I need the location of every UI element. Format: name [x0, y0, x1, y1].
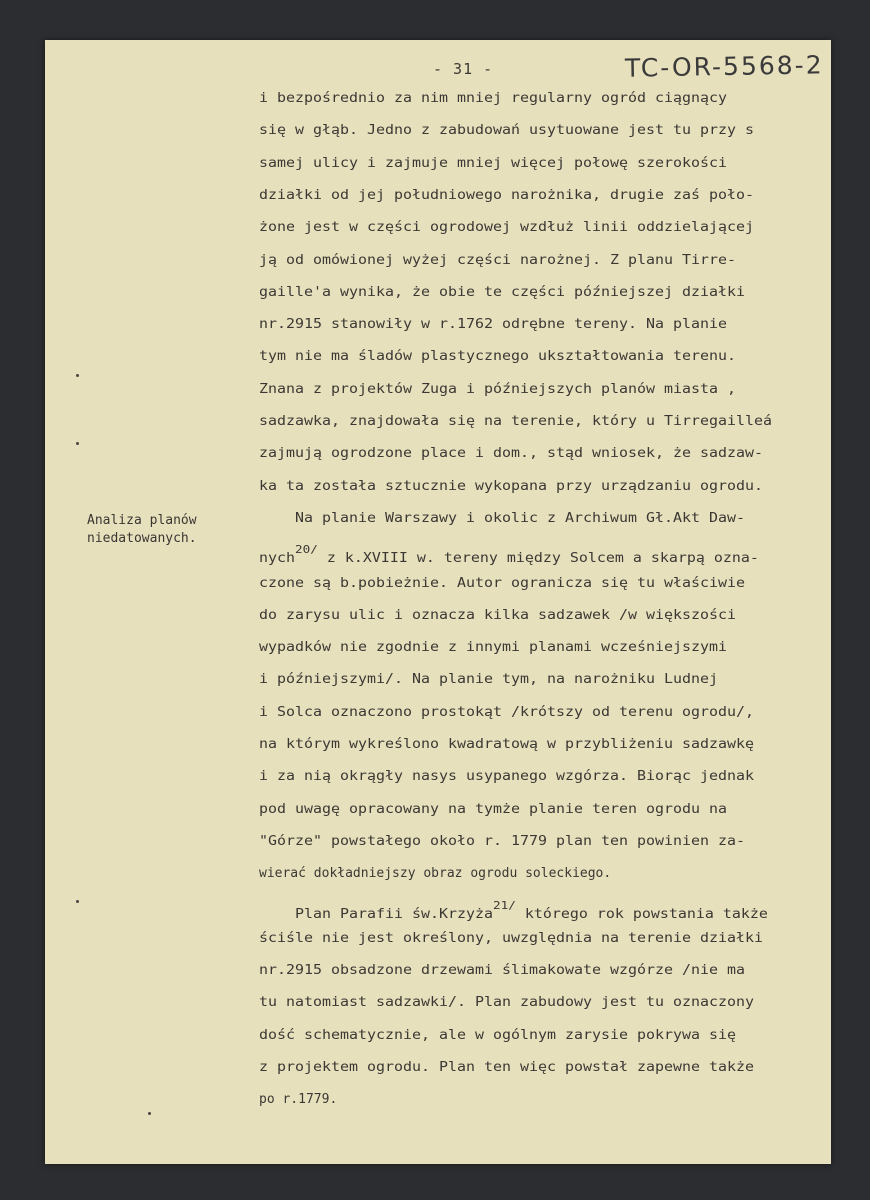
text-line: tu natomiast sadzawki/. Plan zabudowy jest tu oznaczony [259, 995, 755, 1011]
text-line: pod uwagę opracowany na tymże planie teren ogrodu na [259, 801, 728, 817]
text-line: Znana z projektów Zuga i późniejszych planów miasta , [259, 381, 737, 397]
text-line: się w głąb. Jedno z zabudowań usytuowane jest tu przy s [259, 123, 755, 139]
page-number: - 31 - [433, 60, 494, 78]
punch-hole-mark [76, 900, 79, 903]
text-line: i późniejszymi/. Na planie tym, na narożniku Ludnej [259, 672, 719, 688]
text-line: do zarysu ulic i oznacza kilka sadzawek /w większości [259, 607, 737, 623]
text-line: i za nią okrągły nasys usypanego wzgórza. Biorąc jednak [259, 769, 755, 785]
text-line: gaille'a wynika, że obie te części późniejszej działki [259, 284, 746, 300]
text-line: sadzawka, znajdowała się na terenie, który u Tirregailleá [259, 414, 773, 429]
archive-signature: TC-OR-5568-2 [624, 50, 824, 83]
text-line: ją od omówionej wyżej części narożnej. Z planu Tirre- [259, 252, 737, 268]
text-line: Plan Parafii św.Krzyża$^{21/}$ którego rok powstania także [259, 898, 768, 922]
text-line: wypadków nie zgodnie z innymi planami wcześniejszymi [259, 640, 728, 656]
text-line: czone są b.pobieżnie. Autor ogranicza się tu właściwie [259, 575, 746, 591]
text-line: "Górze" powstałego około r. 1779 plan ten powinien za- [259, 833, 746, 849]
punch-hole-mark [76, 374, 79, 377]
text-line: Na planie Warszawy i okolic z Archiwum Gł.Akt Daw- [259, 510, 746, 526]
text-line: nych$^{20/}$ z k.XVIII w. tereny między Solcem a skarpą ozna- [259, 543, 759, 567]
punch-hole-mark [76, 442, 79, 445]
text-line: dość schematycznie, ale w ogólnym zarysie pokrywa się [259, 1027, 737, 1043]
text-line: zajmują ogrodzone place i dom., stąd wniosek, że sadzaw- [259, 446, 764, 462]
text-line: i bezpośrednio za nim mniej regularny ogród ciągnący [259, 91, 728, 106]
text-line: po r.1779. [259, 1092, 338, 1108]
text-line: nr.2915 stanowiły w r.1762 odrębne tereny. Na planie [259, 317, 728, 333]
text-line: nr.2915 obsadzone drzewami ślimakowate wzgórze /nie ma [259, 963, 746, 979]
text-line: samej ulicy i zajmuje mniej więcej połowę szerokości [259, 155, 728, 171]
text-line: wierać dokładniejszy obraz ogrodu soleckiego. [259, 866, 612, 882]
text-line: i Solca oznaczono prostokąt /krótszy od terenu ogrodu/, [259, 704, 755, 720]
text-line: ka ta została sztucznie wykopana przy urządzaniu ogrodu. [259, 478, 764, 494]
text-line: żone jest w części ogrodowej wzdłuż linii oddzielającej [259, 220, 755, 236]
text-line: z projektem ogrodu. Plan ten więc powstał zapewne także [259, 1060, 755, 1075]
footnote-ref: 21/ [493, 898, 516, 912]
margin-note-line: Analiza planów [87, 513, 197, 528]
document-page [45, 40, 831, 1164]
margin-note-line: niedatowanych. [87, 531, 197, 546]
text-line: ściśle nie jest określony, uwzględnia na terenie działki [259, 930, 764, 946]
text-line: działki od jej południowego narożnika, drugie zaś poło- [259, 187, 755, 203]
footnote-ref: 20/ [295, 543, 318, 557]
text-line: tym nie ma śladów plastycznego ukształtowania terenu. [259, 349, 737, 365]
margin-note [87, 512, 197, 548]
text-line: na którym wykreślono kwadratową w przybliżeniu sadzawkę [259, 737, 755, 752]
punch-hole-mark [148, 1112, 151, 1115]
